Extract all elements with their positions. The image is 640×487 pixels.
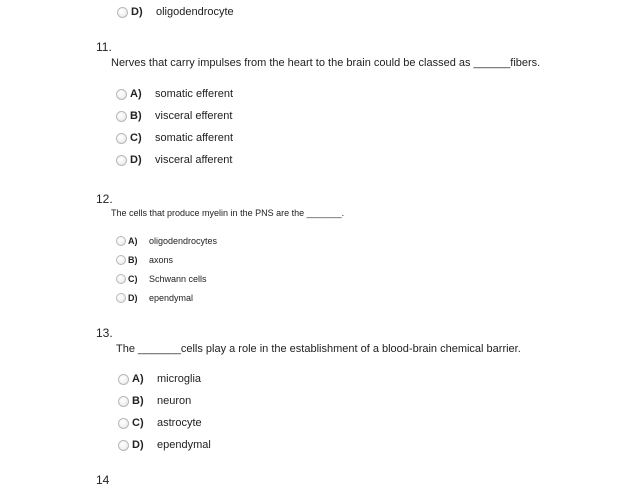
option-q12-a[interactable] — [116, 236, 217, 246]
option-label: astrocyte — [157, 417, 202, 429]
option-q11-d[interactable] — [116, 154, 232, 166]
option-label: somatic efferent — [155, 88, 234, 100]
option-letter: C) — [130, 132, 142, 144]
option-q12-b[interactable] — [116, 255, 173, 265]
option-letter: B) — [128, 255, 138, 265]
option-letter: A) — [132, 373, 144, 385]
option-letter: B) — [132, 395, 144, 407]
option-q13-a[interactable] — [118, 373, 201, 385]
option-label: axons — [149, 255, 174, 265]
question-number: 11. — [96, 40, 112, 54]
radio-button[interactable] — [118, 396, 129, 407]
question-number: 12. — [96, 192, 113, 206]
radio-button[interactable] — [118, 440, 129, 451]
option-letter: A) — [128, 236, 138, 246]
option-q12-d[interactable] — [116, 293, 193, 303]
option-q11-b[interactable] — [116, 110, 232, 122]
question-text: Nerves that carry impulses from the heart to the brain could be classed as ______fibers. — [111, 57, 541, 69]
option-q11-c[interactable] — [116, 132, 233, 144]
option-label: somatic afferent — [155, 132, 234, 144]
option-label: visceral efferent — [155, 110, 233, 122]
radio-button[interactable] — [117, 7, 128, 18]
option-label: oligodendrocytes — [149, 236, 218, 246]
radio-button[interactable] — [116, 111, 127, 122]
option-letter: C) — [132, 417, 144, 429]
radio-button[interactable] — [118, 418, 129, 429]
option-letter: D) — [130, 154, 142, 166]
next-question-number: 14 — [96, 473, 110, 487]
radio-button[interactable] — [116, 293, 126, 303]
radio-button[interactable] — [116, 255, 126, 265]
option-letter: D) — [132, 439, 144, 451]
option-label: visceral afferent — [155, 154, 233, 166]
option-letter: B) — [130, 110, 142, 122]
radio-button[interactable] — [116, 89, 127, 100]
option-q13-c[interactable] — [118, 417, 202, 429]
option-q11-a[interactable] — [116, 88, 233, 100]
radio-button[interactable] — [118, 374, 129, 385]
option-q10-d[interactable] — [117, 6, 234, 18]
question-text: The _______cells play a role in the establishment of a blood-brain chemical barrier. — [116, 343, 521, 355]
question-text: The cells that produce myelin in the PNS are the _______. — [111, 208, 345, 218]
option-q13-d[interactable] — [118, 439, 211, 451]
radio-button[interactable] — [116, 133, 127, 144]
option-q12-c[interactable] — [116, 274, 207, 284]
option-label: Schwann cells — [149, 274, 207, 284]
option-label: microglia — [157, 373, 202, 385]
option-q13-b[interactable] — [118, 395, 191, 407]
option-letter: D) — [131, 6, 143, 18]
option-label: oligodendrocyte — [156, 6, 234, 18]
radio-button[interactable] — [116, 236, 126, 246]
option-letter: A) — [130, 88, 142, 100]
radio-button[interactable] — [116, 274, 126, 284]
option-letter: C) — [128, 274, 138, 284]
option-letter: D) — [128, 293, 138, 303]
question-number: 13. — [96, 326, 113, 340]
option-label: neuron — [157, 395, 192, 407]
radio-button[interactable] — [116, 155, 127, 166]
option-label: ependymal — [149, 293, 194, 303]
option-label: ependymal — [157, 439, 211, 451]
